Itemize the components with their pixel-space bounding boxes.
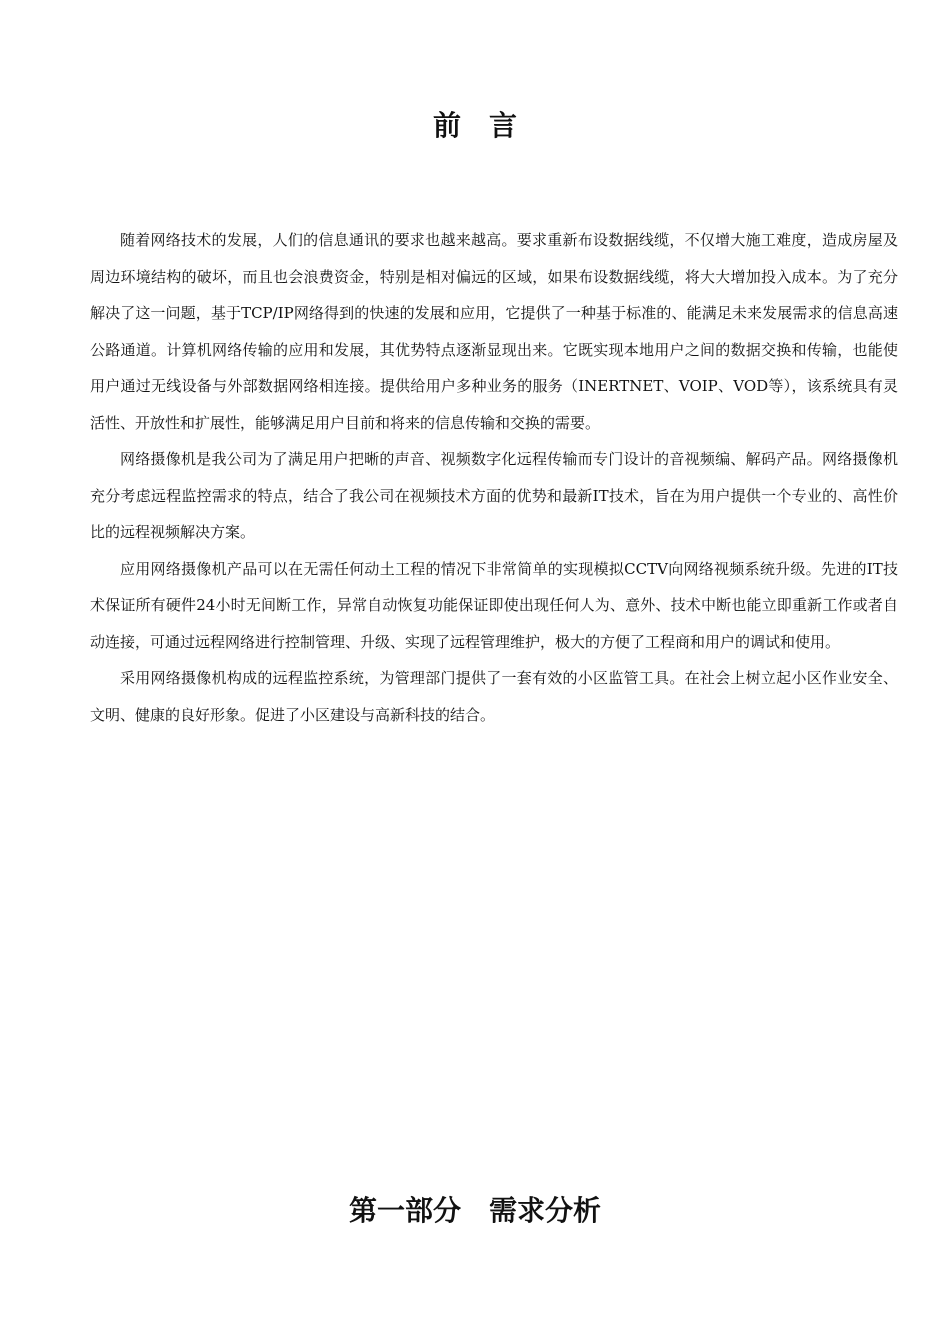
preface-body [90, 222, 898, 733]
preface-paragraph-2: 网络摄像机是我公司为了满足用户把晰的声音、视频数字化远程传输而专门设计的音视频编、解码产品。网络摄像机充分考虑远程监控需求的特点，结合了我公司在视频技术方面的优势和最新IT技术，旨在为用户提供一个专业的、高性价比的远程视频解决方案。 [90, 450, 898, 541]
preface-paragraph-3: 应用网络摄像机产品可以在无需任何动土工程的情况下非常简单的实现模拟CCTV向网络视频系统升级。先进的IT技术保证所有硬件24小时无间断工作，异常自动恢复功能保证即使出现任何人为、意外、技术中断也能立即重新工作或者自动连接，可通过远程网络进行控制管理、升级、实现了远程管理维护，极大的方便了工程商和用户的调试和使用。 [90, 559, 898, 651]
preface-paragraph-4: 采用网络摄像机构成的远程监控系统，为管理部门提供了一套有效的小区监管工具。在社会上树立起小区作业安全、文明、健康的良好形象。促进了小区建设与高新科技的结合。 [90, 669, 898, 724]
preface-paragraph-1: 随着网络技术的发展，人们的信息通讯的要求也越来越高。要求重新布设数据线缆，不仅增大施工难度，造成房屋及周边环境结构的破坏，而且也会浪费资金，特别是相对偏远的区域，如果布设数据线缆，将大大增加投入成本。为了充分解决了这一问题，基于TCP/IP网络得到的快速的发展和应用，它提供了一种基于标准的、能满足未来发展需求的信息高速公路通道。计算机网络传输的应用和发展，其优势特点逐渐显现出来。它既实现本地用户之间的数据交换和传输，也能使用户通过无线设备与外部数据网络相连接。提供给用户多种业务的服务（INERTNET、VOIP、VOD等），该系统具有灵活性、开放性和扩展性，能够满足用户目前和将来的信息传输和交换的需要。 [90, 231, 898, 432]
preface-title: 前 言 [432, 109, 517, 142]
part-one-title: 第一部分 需求分析 [348, 1194, 601, 1227]
